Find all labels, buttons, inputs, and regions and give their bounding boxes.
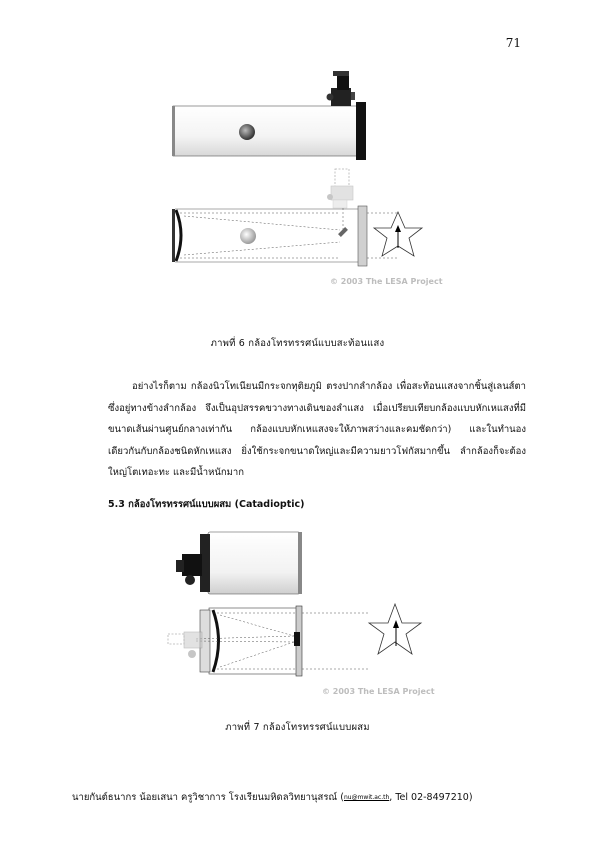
figure-catadioptric-telescope xyxy=(0,520,595,710)
footer-email-link[interactable]: nu@mwit.ac.th xyxy=(343,794,390,801)
footer-author: นายกันต์ธนากร น้อยเสนา ครูวิชาการ โรงเรียนมหิดลวิทยานุสรณ์ ( xyxy=(72,792,344,803)
catadioptric-tube-cutaway xyxy=(168,606,370,676)
focuser-ghost xyxy=(327,169,353,208)
star-icon xyxy=(374,212,422,256)
star-icon xyxy=(369,604,421,654)
telescope-tube-cutaway xyxy=(172,206,398,266)
figure-newtonian-telescope xyxy=(0,62,595,300)
figure2-copyright: © 2003 The LESA Project xyxy=(322,687,435,696)
page-footer xyxy=(72,790,532,805)
page-number: 71 xyxy=(505,36,521,50)
catadioptric-tube-exterior xyxy=(176,532,302,594)
footer-phone: , Tel 02-8497210) xyxy=(389,792,473,803)
figure1-copyright: © 2003 The LESA Project xyxy=(330,277,443,286)
paragraph-text: อย่างไรก็ตาม กล้องนิวโทเนียนมีกระจกทุติยภูมิ ตรงปากลำกล้อง เพื่อสะท้อนแสงจากชิ้นสู่เลนส์ตา ซึ่งอยู่ทางข้างลำกล้อง จึงเป็นอุปสรรคขวางทางเดินของลำแสง เมื่อเปรียบเทียบกล้องแบบหักเหแสงที่มีขนาดเส้นผ่านศูนย์กลางเท่ากัน กล้องแบบหักเหแสงจะให้ภาพสว่างและคมชัดกว่า) และในทำนองเดียวกันกับกล้องชนิดหักเหแสง ยิ่งใช้กระจกขนาดใหญ่และมีความยาวโฟกัสมากขึ้น ลำกล้องก็จะต้องใหญ่โตเทอะทะ และมีน้ำหนักมาก xyxy=(108,381,526,478)
catadioptric-telescope-illustration xyxy=(0,520,595,710)
section-heading: 5.3 กล้องโทรทรรศน์แบบผสม (Catadioptic) xyxy=(108,499,305,510)
figure2-caption: ภาพที่ 7 กล้องโทรทรรศน์แบบผสม xyxy=(225,722,370,733)
newtonian-telescope-illustration xyxy=(0,62,595,300)
body-paragraph xyxy=(108,376,526,484)
figure1-caption: ภาพที่ 6 กล้องโทรทรรศน์แบบสะท้อนแสง xyxy=(210,338,385,349)
telescope-tube-exterior xyxy=(172,71,366,160)
